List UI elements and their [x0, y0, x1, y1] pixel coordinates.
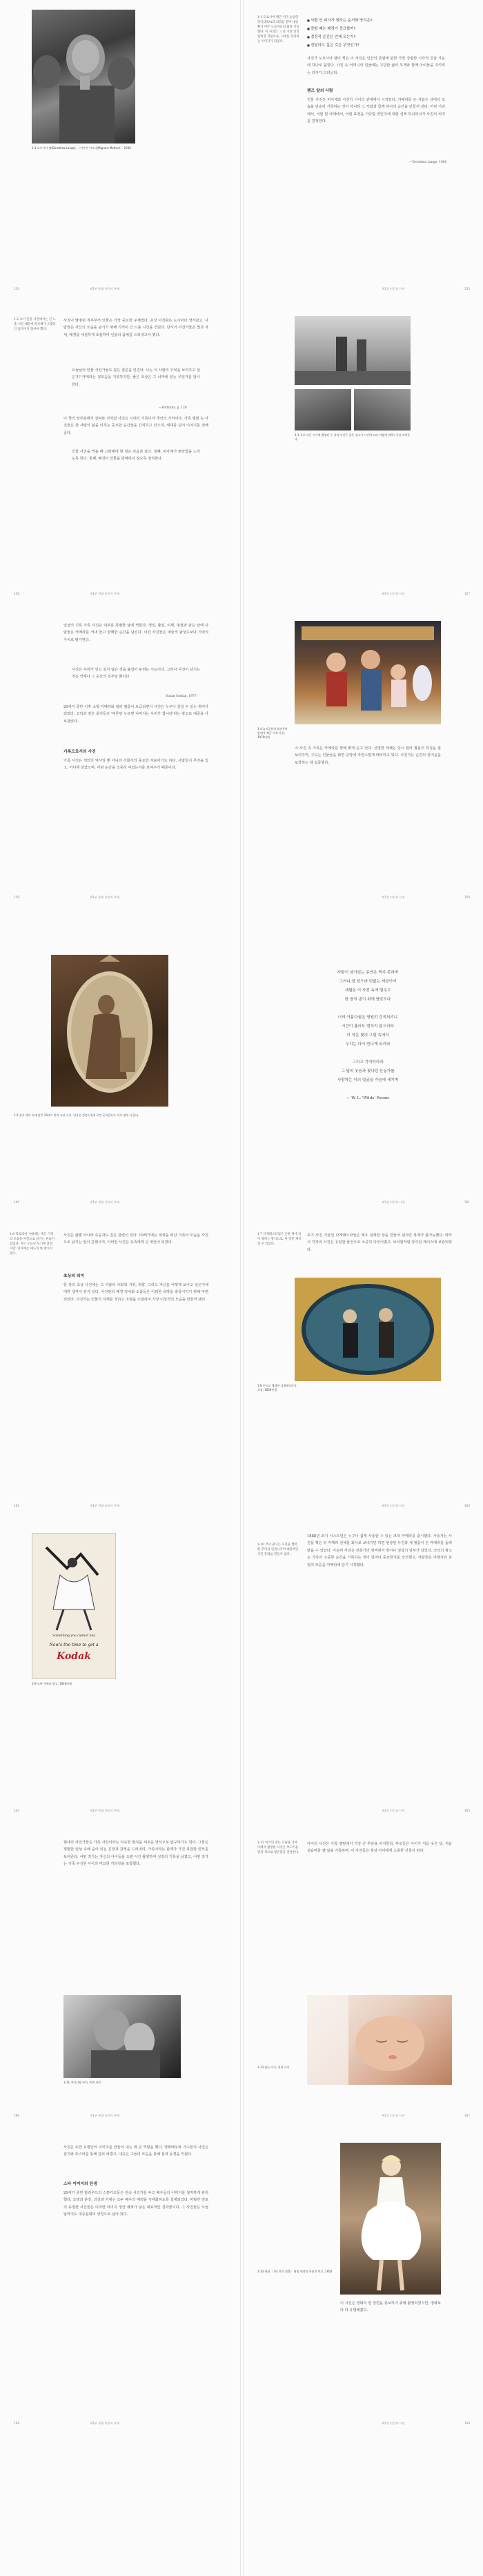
page-157	[243, 305, 483, 610]
section-heading: 기록으로서의 사진	[63, 750, 96, 754]
side-note: 1-6 빅토리아 시대에는 죽은 가족의 모습을 사진으로 남기는 관습이 있었다. 이는 오늘날 보기에 낯설지만, 당시에는 애도의 한 방식이었다.	[10, 1233, 55, 1256]
side-note: 1-10 코닥 광고는 사진을 행복한 추억과 연결시키며 대중적인 사진 문화를 만들어 냈다.	[257, 1543, 299, 1556]
page-165	[243, 1522, 483, 1827]
quote-signature: —Dorothea Lange, 1960	[409, 161, 447, 164]
side-note: 1-7 다게레오타입은 은판 위에 상이 맺히는 방식으로, 한 장만 제작할 수 있었다.	[257, 1233, 302, 1246]
page-number: 164	[14, 1809, 19, 1812]
white-dress-figure-icon	[340, 2143, 441, 2295]
daguerreotype-photo	[295, 1278, 441, 1381]
spread-2	[0, 305, 483, 610]
page-158	[0, 610, 241, 913]
running-head: 제1장 인간과 사진	[382, 592, 405, 595]
spread-8	[0, 2132, 483, 2576]
spread-7	[0, 1827, 483, 2132]
running-head: 제1부 현대 사진의 주제	[90, 1504, 120, 1507]
page-168	[0, 2132, 241, 2576]
poem-line: 그리고 기억하리라	[352, 1060, 384, 1064]
mother-child-bw-photo	[63, 1995, 181, 2078]
running-head: 제1장 인간과 사진	[382, 2421, 405, 2425]
running-head: 제1장 인간과 사진	[382, 2114, 405, 2117]
page-number: 156	[14, 592, 19, 595]
photo-caption: 1-3 서로 다른 시기에 촬영된 두 장의 사진은 같은 장소가 시간에 따라 어떻게 변하는지를 보여준다.	[295, 433, 411, 441]
portrait-figure-icon	[32, 10, 135, 143]
running-head: 제1장 인간과 사진	[382, 1200, 405, 1204]
side-note: 1-2 초기 인물 사진에서는 긴 노출 시간 때문에 피사체가 오랫동안 움직이지 않아야 했다.	[14, 318, 56, 331]
embrace-figures-icon	[63, 1995, 181, 2078]
page-number: 162	[14, 1504, 19, 1507]
page-161	[243, 913, 483, 1218]
page-163	[243, 1218, 483, 1522]
side-note: 1-12 아기의 잠든 모습을 가까이에서 촬영한 사진은 부드러운 빛과 색으로 평온함을 전달한다.	[257, 1841, 299, 1854]
poem-line: 시간이 흘러도 변하지 않으리라	[342, 1024, 394, 1029]
photo-caption: 1-14 영화 〈7년 만의 외출〉 촬영 현장의 마릴린 먼로, 1954	[257, 2270, 333, 2273]
body-text: 한 장의 초상 사진에는 그 사람의 사회적 지위, 취향, 그리고 자신을 어떻게 보이고 싶은지에 대한 생각이 담겨 있다. 사진관의 배경 장치와 소품들은 이러한 욕망을 충족시키기 위해 마련되었다. 사진가는 인물의 자세를 정하고 조명을 조절하여 가장 이상적인 모습을 만들어 냈다.	[63, 1283, 208, 1302]
spread-5	[0, 1218, 483, 1522]
page-number: 155	[464, 287, 470, 290]
question-list	[307, 17, 438, 50]
body-text: 사진가 도로시아 랭이 찍은 이 사진은 인간의 존엄에 관한 가장 강렬한 시각적 진술 가운데 하나로 꼽힌다. 사진 속 어머니의 얼굴에는 고단한 삶의 무게와 함께 아이들을 지키려는 의지가 드러난다.	[307, 57, 445, 75]
body-text: 사진은 삶뿐 아니라 죽음과도 깊은 관련이 있다. 19세기에는 세상을 떠난 가족의 모습을 사진으로 남기는 일이 흔했으며, 이러한 사진은 유족에게 큰 위안이 되었다.	[63, 1233, 208, 1245]
body-text: 1888년 조지 이스트먼은 누구나 쉽게 사용할 수 있는 코닥 카메라를 출시했다. 사용자는 사진을 찍은 뒤 카메라 전체를 회사로 보내기만 하면 현상된 사진과 새 필름이 든 카메라를 돌려받을 수 있었다. 이로써 사진은 전문가의 영역에서 벗어나 일상의 일부가 되었다. 코닥의 광고는 가족의 소중한 순간을 기록하는 것이 얼마나 중요한지를 강조했고, 사람들은 여행지와 휴일의 모습을 카메라에 담기 시작했다.	[307, 1534, 452, 1567]
photo-caption: 1-11 어머니와 아이, 흑백 사진	[63, 2081, 101, 2084]
poem-line: 그러니 잘 있으라 덧없는 세상이여	[339, 980, 397, 984]
running-head: 제1부 현대 사진의 주제	[90, 287, 120, 290]
body-text: 현대의 사진가들은 가족 사진이라는 익숙한 형식을 새로운 방식으로 탐구하기도 한다. 그들은 평범한 일상 속에 숨어 있는 긴장과 감정을 드러내며, 가족이라는 관계가 가진 복잡한 면모를 보여준다. 어떤 작가는 자신의 아이들을 오랜 시간 촬영하여 성장의 기록을 남겼고, 어떤 작가는 가족 구성원 사이의 미묘한 거리감을 포착했다.	[63, 1841, 208, 1867]
page-number: 160	[14, 1200, 19, 1204]
quote-signature: —Portraits, p. 128	[159, 406, 187, 410]
page-164	[0, 1522, 241, 1827]
kodak-advertisement	[32, 1533, 116, 1679]
block-quote: 오늘날의 인물 사진가들도 같은 질문을 던진다. 나는 이 사람의 무엇을 보여주고 싶은가? 카메라는 겉모습을 기록하지만, 좋은 초상은 그 너머에 있는 무언가를 암시한다.	[72, 368, 200, 387]
photo-caption: 1-9 코닥 카메라 광고, 1920년대	[32, 1682, 72, 1685]
poem-line: 우리는 다시 만나게 되리라	[345, 1042, 391, 1047]
page-number: 165	[464, 1809, 470, 1812]
landscape-photo-top	[295, 316, 411, 385]
page-number: 161	[464, 1200, 470, 1204]
question-item: ■ 결정적 순간은 언제 오는가?	[307, 33, 438, 41]
section-heading: 스타 이미지의 탄생	[63, 2182, 97, 2186]
photo-caption: 1-5 장식 액자 속에 담긴 19세기 말의 초상 사진. 인물은 정성스럽게 꾸민 옷차림으로 의자 옆에 서 있다.	[14, 1113, 139, 1117]
poem-line: 이 작은 빛의 그림 속에서	[346, 1033, 389, 1038]
page-number: 167	[464, 2114, 470, 2117]
photo-caption: 1-13 잠든 아기, 컬러 사진	[257, 2065, 290, 2069]
question-item: ■ 사람 안 피사가 원하는 순서와 방식은?	[307, 17, 438, 25]
body-text: 20세기 중반 할리우드의 스튜디오들은 전속 사진가를 두고 배우들의 이미지를 철저하게 관리했다. 조명과 분장, 의상과 자세는 모두 배우의 매력을 극대화하도록 설계되었다. 마릴린 먼로의 유명한 사진들은 이러한 이미지 생산 체계가 낳은 대표적인 결과물이다. 그 사진들은 오늘날까지도 대중문화의 상징으로 남아 있다.	[63, 2191, 208, 2217]
running-head: 제1장 인간과 사진	[382, 895, 405, 899]
body-text: 인물 사진은 피사체와 사진가 사이의 관계에서 시작된다. 카메라를 든 사람은 상대의 모습을 단순히 기록하는 것이 아니라 그 사람과 함께 하나의 순간을 만들어 낸다. 어떤 거리에서, 어떤 빛 아래에서, 어떤 표정을 기다릴 것인지에 대한 선택 하나하나가 사진의 의미를 결정한다.	[307, 98, 445, 124]
page-155	[243, 0, 483, 305]
body-text: 아이의 사진은 가족 앨범에서 가장 큰 부분을 차지한다. 부모들은 아이가 처음 웃은 날, 처음 걸음마를 뗀 날을 기록하며, 이 사진들은 훗날 아이에게 소중한 선물이 된다.	[307, 1842, 452, 1854]
page-156	[0, 305, 241, 610]
running-head: 제1장 인간과 사진	[382, 1809, 405, 1812]
page-154	[0, 0, 241, 305]
carousel-figures-icon	[295, 621, 441, 724]
poem	[299, 969, 437, 1103]
spread-4	[0, 913, 483, 1218]
body-text: 20세기 중반 이후 소형 카메라와 컬러 필름이 보급되면서 사진은 누구나 즐길 수 있는 취미가 되었다. 코닥과 같은 회사들은 '버튼만 누르면 나머지는 우리가 합니다'라는 광고로 대중을 사로잡았다.	[63, 705, 208, 724]
side-note: 1-1 도로시아 랭은 미국 농업안정국(FSA)의 의뢰를 받아 대공황기 이주 노동자들의 삶을 기록했다. 이 사진은 그 중 가장 널리 알려진 작품으로, 시대를 상징하는 이미지가 되었다.	[257, 16, 299, 43]
running-head: 제1부 현대 사진의 주제	[90, 592, 120, 595]
running-head: 제1부 현대 사진의 주제	[90, 2421, 120, 2425]
running-head: 제1부 현대 사진의 주제	[90, 1200, 120, 1204]
body-text: 인물 사진을 찍을 때 고려해야 할 점은 다음과 같다. 첫째, 피사체가 편안함을 느끼도록 한다. 둘째, 배경이 인물을 방해하지 않도록 정리한다.	[72, 450, 200, 462]
running-head: 제1부 현대 사진의 주제	[90, 1809, 120, 1812]
baby-face-icon	[307, 1995, 452, 2085]
poem-line: 사람이 살아있는 동안은 찍지 못하며	[337, 971, 399, 975]
section-heading: 렌즈 앞의 사람	[307, 89, 333, 93]
poem-line: 사랑하는 이의 얼굴을 가슴에 새기며	[337, 1078, 399, 1082]
photo-caption: 1-1 도로시아 랭(Dorothea Lange), 〈이주민 어머니(Migrant Mother)〉 1936	[32, 146, 131, 150]
body-text: 초기 사진 기술인 다게레오타입은 매우 섬세한 상을 만들어 냈지만 복제가 불가능했다. 따라서 각각의 사진은 유일한 물건으로 소중히 다루어졌고, 보석함처럼 장식된 케이스에 보관되었다.	[307, 1233, 452, 1252]
running-head: 제1장 인간과 사진	[382, 1504, 405, 1507]
landscape-photo-left	[295, 389, 351, 430]
page-number: 168	[14, 2421, 19, 2425]
body-text: 이 사진 속 가족은 카메라를 향해 밝게 웃고 있다. 선명한 색채는 당시 컬러 필름의 특징을 잘 보여주며, 구도는 인물들을 화면 중앙에 자연스럽게 배치하고 있다. 사진가는 순간의 즐거움을 포착하는 데 집중했다.	[295, 746, 441, 765]
page-160	[0, 913, 241, 1218]
spread-3	[0, 610, 483, 913]
page-number: 154	[14, 287, 19, 290]
page-166	[0, 1827, 241, 2132]
running-head: 제1장 인간과 사진	[382, 287, 405, 290]
page-number: 159	[464, 895, 470, 899]
body-text: 일상의 기록 가족 사진은 대부분 특별한 날에 찍힌다. 생일, 졸업, 여행, 명절과 같은 날에 사람들은 카메라를 꺼내 들고 함께한 순간을 남긴다. 이런 사진들은 예술적 완성도보다 기억의 가치로 평가된다.	[63, 624, 208, 642]
photo-caption: 1-8 손으로 채색한 다게레오타입 초상, 1850년경	[257, 1384, 297, 1391]
poem-line	[299, 1085, 437, 1094]
page-167	[243, 1827, 483, 2132]
block-quote: 사진은 우리가 잊고 싶지 않은 것을 붙잡아 두려는 시도이다. 그러나 사진이 남기는 것은 언제나 그 순간의 일부일 뿐이다.	[72, 668, 200, 680]
carousel-family-photo	[295, 621, 441, 724]
landscape-photo-right	[354, 389, 411, 430]
section-heading: 초상의 의미	[63, 1274, 85, 1278]
page-159	[243, 610, 483, 913]
poem-line: 한 장의 종이 위에 남았도다	[344, 998, 391, 1002]
body-text: 사진은 또한 유명인의 이미지를 만들어 내는 데 큰 역할을 했다. 영화배우와 가수들의 사진은 잡지와 포스터를 통해 널리 퍼졌고, 대중은 그들의 모습을 통해 꿈과 동경을 키웠다.	[63, 2146, 208, 2157]
photo-caption: 1-4 놀이공원의 회전목마 앞에서 찍은 가족 사진, 1970년대	[257, 727, 288, 739]
body-text: 사진이 발명된 직후부터 인물은 가장 중요한 주제였다. 초상 사진관은 도시마다 생겨났고, 사람들은 자신의 모습을 남기기 위해 기꺼이 긴 노출 시간을 견뎠다. 당시의 사진가들은 빛과 자세, 배경을 세심하게 조율하여 인물의 품위를 드러내고자 했다.	[63, 319, 208, 337]
kodak-logo-text: Kodak	[57, 1651, 91, 1662]
poem-line	[299, 1049, 437, 1058]
question-item: ■ 전달하고 싶은 것은 무엇인가?	[307, 41, 438, 50]
running-head: 제1부 현대 사진의 주제	[90, 895, 120, 899]
page-number: 163	[464, 1504, 470, 1507]
body-text: 이 책의 앞부분에서 살펴본 것처럼 사진은 시대의 기록이자 개인의 기억이다. 가족 앨범 속 사진들은 한 사람의 삶을 이루는 중요한 순간들을 간직하고 있으며, 세대를 넘어 이야기를 전해준다.	[63, 417, 208, 435]
ad-headline: Now's the time to get a	[49, 1643, 99, 1647]
poem-line: 너의 아름다움은 영원히 간직되리니	[337, 1015, 398, 1020]
running-head: 제1부 현대 사진의 주제	[90, 2114, 120, 2117]
spread-1	[0, 0, 483, 305]
poem-line	[299, 1004, 437, 1013]
body-text: 이 사진은 영화의 한 장면을 홍보하기 위해 촬영되었지만, 영화보다 더 유명해졌다.	[340, 2301, 441, 2313]
poem-attribution: — W. L. 'Wilde' Poems	[346, 1096, 390, 1100]
marilyn-monroe-photo	[340, 2143, 441, 2295]
body-text: 가족 사진은 개인의 역사일 뿐 아니라 사회사의 중요한 자료이기도 하다. 사람들이 무엇을 입고, 어디에 살았으며, 어떤 순간을 소중히 여겼는지를 보여주기 때문이다.	[63, 759, 208, 771]
poem-line: 세월은 이 사진 속에 멈추고	[344, 989, 391, 993]
page-number: 157	[464, 592, 470, 595]
question-item: ■ 말할 때는 배경이 중요할까?	[307, 25, 438, 33]
page-number: 166	[14, 2114, 19, 2117]
figures-icon	[295, 316, 411, 385]
framed-victorian-portrait	[51, 955, 168, 1107]
quote-signature: Susan Sontag, 1977	[166, 695, 197, 698]
page-162	[0, 1218, 241, 1522]
poem-line: 그 날의 웃음과 빛나던 눈동자를	[341, 1069, 395, 1073]
sleeping-baby-photo	[307, 1995, 452, 2085]
page-number: 169	[464, 2421, 470, 2425]
page-number: 158	[14, 895, 19, 899]
oval-plate-icon	[295, 1278, 441, 1381]
spread-6	[0, 1522, 483, 1827]
ornate-frame-icon	[51, 955, 168, 1107]
migrant-mother-photo	[32, 10, 135, 143]
ad-tagline: Something you cannot buy	[52, 1634, 96, 1638]
page-169	[243, 2132, 483, 2576]
